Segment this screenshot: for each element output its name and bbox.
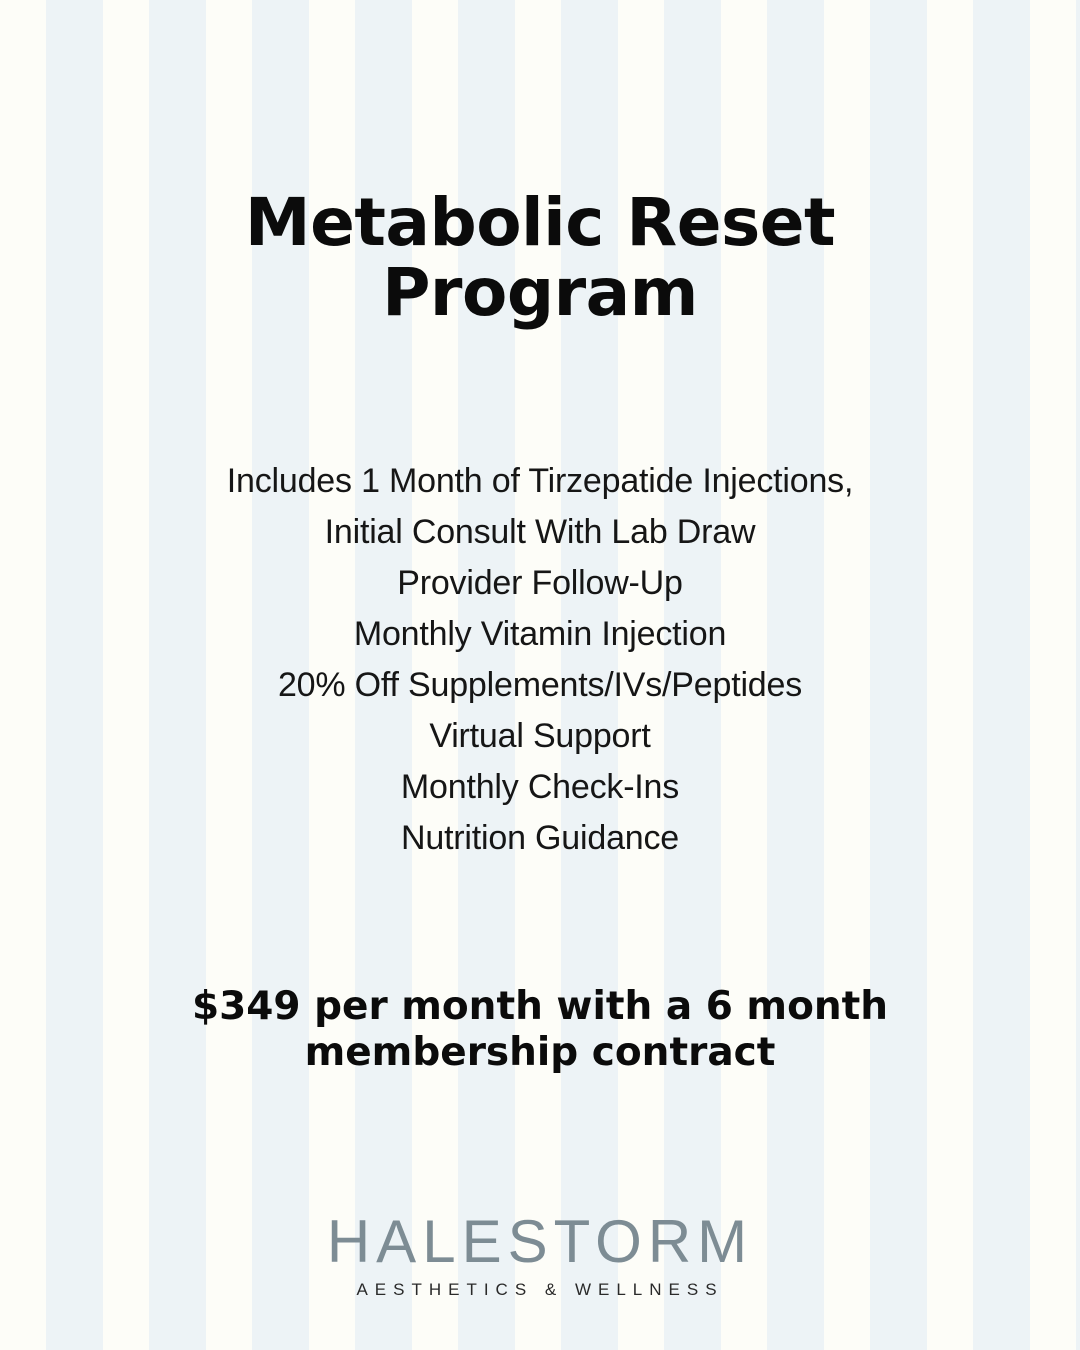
feature-item-provider-follow-up: Provider Follow-Up	[397, 564, 683, 602]
brand-name: HALESTORM	[326, 1208, 754, 1275]
brand-logo	[0, 1210, 1080, 1300]
feature-item-virtual-support: Virtual Support	[429, 717, 651, 755]
brand-tagline: AESTHETICS & WELLNESS	[356, 1280, 724, 1299]
feature-list	[0, 456, 1080, 864]
title-line-2: Program	[382, 254, 698, 331]
feature-item-tirzepatide: Includes 1 Month of Tirzepatide Injections,	[226, 462, 854, 500]
price-line-2: membership contract	[304, 1030, 776, 1075]
title-line-1: Metabolic Reset	[244, 184, 836, 261]
price-line-1: $349 per month with a 6 month	[191, 984, 889, 1029]
price-statement	[0, 984, 1080, 1076]
page-title	[0, 184, 1080, 331]
feature-item-initial-consult: Initial Consult With Lab Draw	[324, 513, 756, 551]
feature-item-nutrition: Nutrition Guidance	[401, 819, 679, 857]
feature-item-discount: 20% Off Supplements/IVs/Peptides	[277, 666, 803, 704]
feature-item-check-ins: Monthly Check-Ins	[400, 768, 680, 806]
feature-item-vitamin-injection: Monthly Vitamin Injection	[353, 615, 727, 653]
